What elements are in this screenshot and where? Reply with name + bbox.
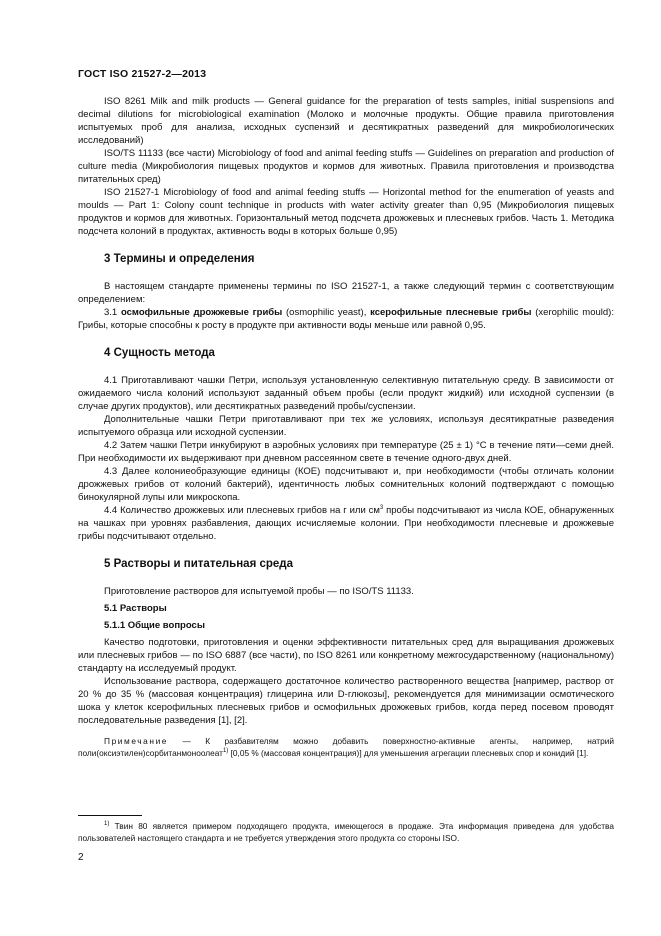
- page-body: [78, 95, 614, 759]
- reference-iso-8261: ISO 8261 Milk and milk products — General guidance for the preparation of tests samples, initial suspensions and decimal dilutions for microbiological examination (Молоко и молочные продукты. Общие правила приготовления испытуемых проб для анализа, исходных суспензий и десятикратных разведений для микробиологических исследований): [78, 96, 614, 146]
- clause-5-1-1-para-1: Качество подготовки, приготовления и оценки эффективности питательных сред для выращивания дрожжевых или плесневых грибов — по ISO 6887 (все части), по ISO 8261 или конкретному межгосударственному (национальному) стандарту на исследуемый продукт.: [78, 637, 614, 674]
- note-text-b: [0,05 % (массовая концентрация)] для уменьшения агрегации плесневых спор и конидий [1].: [228, 747, 589, 758]
- reference-iso-ts-11133: ISO/TS 11133 (все части) Microbiology of food and animal feeding stuffs — Guidelines on preparation and production of culture media (Микробиология пищевых продуктов и кормов для животных. Правила приготовления и производства питательных сред): [78, 148, 614, 185]
- note-paragraph: [78, 736, 614, 759]
- term-definition: (xerophilic mould): Грибы, которые способны к росту в продукте при активности воды меньше или равной 0,95.: [78, 307, 614, 331]
- term-osmophilic-yeast: осмофильные дрожжевые грибы: [120, 307, 283, 318]
- note-label: Примечание: [104, 736, 169, 746]
- section-4-heading: 4 Сущность метода: [104, 347, 215, 359]
- clause-4-1: 4.1 Приготавливают чашки Петри, используя установленную селективную питательную среду. В зависимости от ожидаемого числа колоний используют заданный объем пробы (если продукт жидкий) или исходной суспензии (в случае других продуктов), или десятикратных разведений пробы/суспензии.: [78, 375, 614, 412]
- footnote-separator: [78, 815, 142, 816]
- clause-4-3: 4.3 Далее колониеобразующие единицы (КОЕ) подсчитывают и, при необходимости (чтобы отличать колонии дрожжевых грибов от колоний бактерий), идентичность любых сомнительных колоний подтверждают с помощью бинокулярной лупы или микроскопа.: [78, 466, 614, 503]
- term-xerophilic-mould: ксерофильные плесневые грибы: [370, 307, 532, 318]
- note-text-a: — К разбавителям можно добавить поверхностно-активные агенты, например, натрий поли(оксиэтилен)сорбитанмоноолеат: [78, 736, 614, 758]
- section-3-heading: 3 Термины и определения: [104, 253, 255, 265]
- footnote-marker: 1): [222, 747, 229, 754]
- clause-4-2: 4.2 Затем чашки Петри инкубируют в аэробных условиях при температуре (25 ± 1) °С в течение пяти—семи дней. При необходимости их выдерживают при дневном рассеянном свете в течение одного-двух дней.: [78, 440, 614, 464]
- running-header: ГОСТ ISO 21527-2—2013: [78, 68, 207, 80]
- clause-5-1-1-para-2: Использование раствора, содержащего достаточное количество растворенного вещества [например, раствор от 20 % до 35 % (массовая концентрация) глицерина или D-глюкозы], рекомендуется для минимизации осмотического шока у клеток ксерофильных плесневых грибов и осмофильных дрожжевых грибов, когда перед посевом проводят последовательные разведения [1], [2].: [78, 676, 614, 726]
- subsection-5-1-heading: 5.1 Растворы: [104, 603, 167, 614]
- reference-iso-21527-1: ISO 21527-1 Microbiology of food and animal feeding stuffs — Horizontal method for the enumeration of yeasts and moulds — Part 1: Colony count technique in products with water activity greater than 0,95 (Микробиология пищевых продуктов и кормов для животных. Горизонтальный метод подсчета дрожжевых и плесневых грибов. Часть 1. Методика подсчета колоний в продуктах, активность воды в которых больше 0,95): [78, 187, 614, 237]
- clause-4-1-additional: Дополнительные чашки Петри приготавливают при тех же условиях, используя десятикратные разведения испытуемого образца или исходной суспензии.: [78, 414, 614, 438]
- footnote: [78, 821, 614, 844]
- clause-4-4: [78, 504, 614, 543]
- term-number: 3.1: [104, 307, 121, 318]
- section-5-intro: Приготовление растворов для испытуемой пробы — по ISO/TS 11133.: [104, 586, 414, 597]
- cubic-superscript: 3: [379, 504, 384, 511]
- subsection-5-1-1-heading: 5.1.1 Общие вопросы: [104, 620, 205, 631]
- term-english-yeast: (osmophilic yeast),: [282, 307, 371, 318]
- section-5-heading: 5 Растворы и питательная среда: [104, 558, 293, 570]
- clause-4-4-text-a: 4.4 Количество дрожжевых или плесневых грибов на г или см: [104, 505, 380, 516]
- section-3-intro: В настоящем стандарте применены термины по ISO 21527-1, а также следующий термин с соответствующим определением:: [78, 281, 614, 305]
- footnote-text: Твин 80 является примером подходящего продукта, имеющегося в продаже. Эта информация приведена для удобства пользователей настоящего стандарта и не требуется утверждения этого продукта со стороны ISO.: [78, 821, 614, 843]
- page-number: 2: [78, 852, 84, 863]
- clause-4-4-text-b: пробы подсчитывают из числа КОЕ, обнаруженных на чашках при уровнях разбавления, дающих исчисляемые колонии. При необходимости плесневые и дрожжевые грибы подсчитывают отдельно.: [78, 505, 614, 542]
- footnote-number: 1): [104, 821, 110, 828]
- term-3-1: [78, 306, 614, 332]
